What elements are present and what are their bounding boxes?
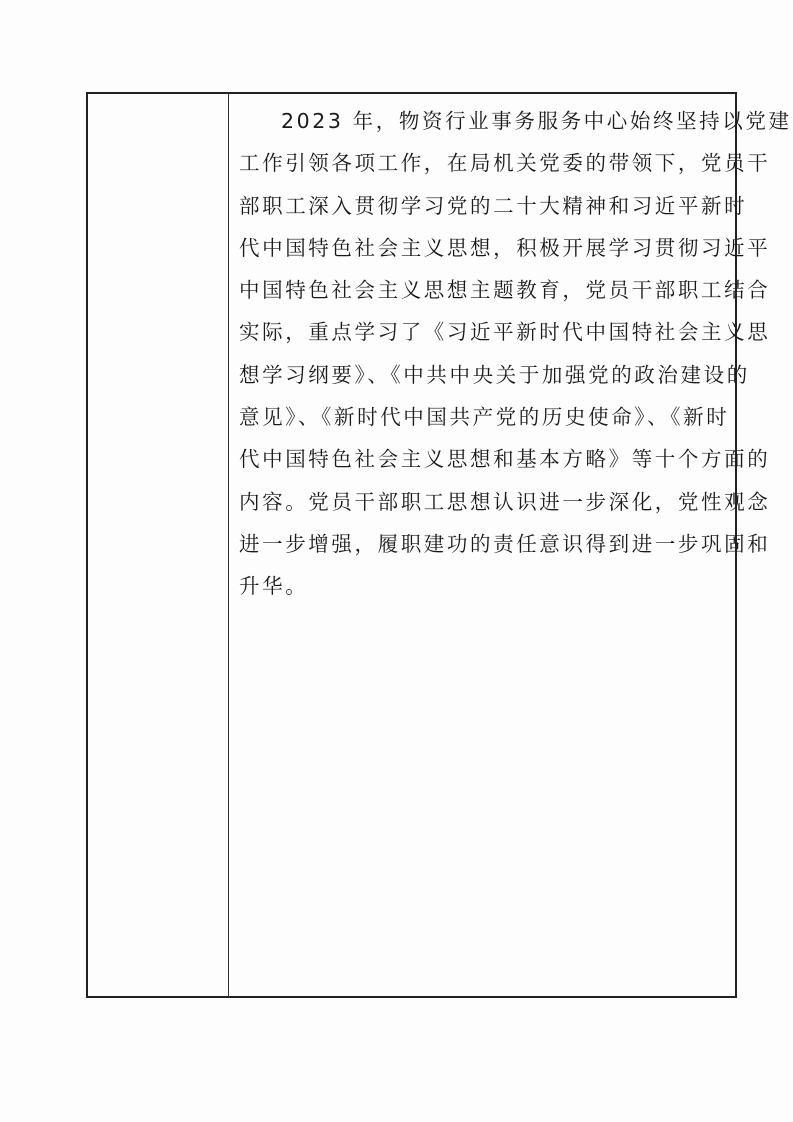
text-line: 工作引领各项工作，在局机关党委的带领下，党员干: [239, 151, 771, 176]
text-line: 代中国特色社会主义思想，积极开展学习贯彻习近平: [239, 235, 771, 260]
text-line: 意见》、《新时代中国共产党的历史使命》、《新时: [239, 405, 730, 430]
label-cell: [88, 94, 229, 996]
content-cell: [229, 94, 792, 996]
text-line: 部职工深入贯彻学习党的二十大精神和习近平新时: [239, 193, 748, 218]
text-line: 代中国特色社会主义思想和基本方略》等十个方面的: [239, 447, 771, 472]
text-line: 进一步增强，履职建功的责任意识得到进一步巩固和: [239, 531, 771, 556]
text-line: 中国特色社会主义思想主题教育，党员干部职工结合: [239, 278, 771, 303]
text-line: 2023 年，物资行业事务服务中心始终坚持以党建: [281, 109, 792, 133]
text-line: 内容。党员干部职工思想认识进一步深化，党性观念: [239, 489, 771, 514]
text-line: 实际，重点学习了《习近平新时代中国特社会主义思: [239, 320, 771, 345]
text-line: 升华。: [239, 574, 309, 599]
text-line: 想学习纲要》、《中共中央关于加强党的政治建设的: [239, 362, 750, 387]
form-table: [86, 92, 792, 998]
body-paragraph: [229, 100, 792, 608]
